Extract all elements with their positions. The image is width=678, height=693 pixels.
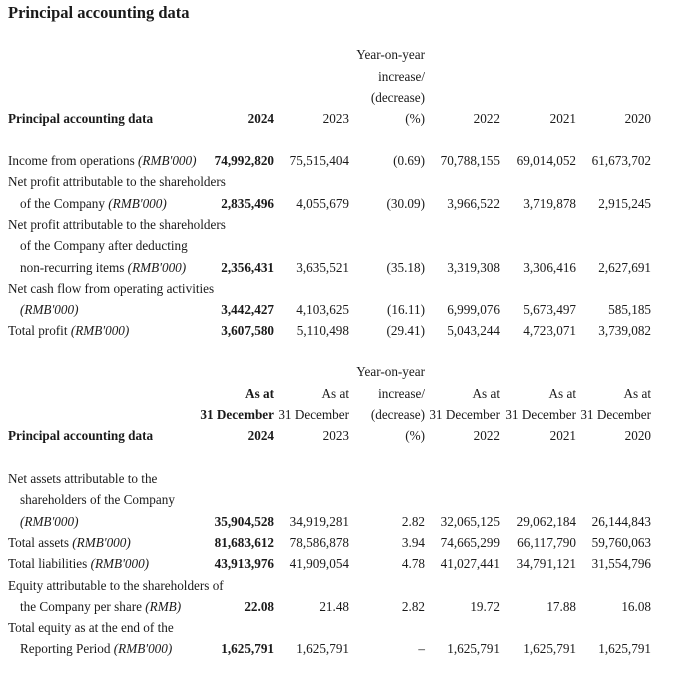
table1-row-2-label-line-0 [8,217,226,233]
table1-row-1-value-2022: 3,966,522 [447,195,500,211]
table2-row-1-value-2020: 59,760,063 [591,534,651,550]
table2-header-yoy-line3: (decrease) [370,407,425,422]
row-label-text: Income from operations [8,153,139,168]
row-label-unit: (RMB'000) [72,534,131,550]
row-label-text: Equity attributable to the shareholders of [8,577,224,593]
row-label-text: of the Company after deducting [20,238,188,254]
table1-row-3-value-2024: 3,442,427 [221,302,274,318]
table2-header-label: Principal accounting data [8,428,154,443]
table2-row-2-value-2021: 34,791,121 [516,556,576,572]
table2-row-0-value-2022: 32,065,125 [440,513,500,529]
table1-row-3-label-line-0 [8,281,214,297]
table1-row-4-value-2022: 5,043,244 [447,323,500,339]
table2-row-1-value-2024: 81,683,612 [214,534,274,550]
row-label-unit: (RMB'000) [20,302,79,318]
row-label-text: of the Company [20,195,109,211]
table1-row-1-label-line-0 [8,174,226,190]
table2-row-3-value-2023: 21.48 [319,598,349,614]
table1-row-0-value-2024: 74,992,820 [214,153,274,168]
table2-row-2-value-yoy: 4.78 [401,556,425,572]
table1-row-3-value-2022: 6,999,076 [447,302,500,318]
table2-row-4-value-2023: 1,625,791 [296,641,349,657]
row-label-text: shareholders of the Company [20,492,175,508]
table2-row-2-value-2022: 41,027,441 [440,556,500,572]
table2-row-0-label-line-0 [8,471,157,487]
table1-row-2-value-2023: 3,635,521 [296,259,349,275]
table1-header-yoy-line2: increase/ [378,69,425,84]
row-label-unit: (RMB'000) [108,195,167,211]
table1-row-1-label-line-1 [20,196,167,212]
table1-header-2021: 2021 [549,111,576,126]
page-title: Principal accounting data [8,3,190,22]
table2-header-asat-2023: As at [321,386,349,401]
row-label-text: Total liabilities [8,556,91,572]
table2-row-2-value-2023: 41,909,054 [289,556,349,572]
row-label-unit: (RMB'000) [20,513,79,529]
table2-header-asat-2021: As at [548,386,576,401]
table2-header-2020: 2020 [624,428,651,443]
table2-row-1-value-yoy: 3.94 [401,534,425,550]
table1-row-4-value-yoy: (29.41) [386,323,425,339]
table1-header-2022: 2022 [473,111,500,126]
table1-row-3-value-2023: 4,103,625 [296,302,349,318]
row-label-text: Net profit attributable to the shareholders [8,216,226,232]
table2-row-0-label-line-1 [20,492,175,508]
row-label-text: Total assets [8,534,73,550]
table2-row-3-value-2020: 16.08 [621,598,651,614]
table1-row-1-value-2024: 2,835,496 [221,195,274,211]
table1-row-1-value-2021: 3,719,878 [523,195,576,211]
table2-row-0-value-2021: 29,062,184 [516,513,576,529]
table2-row-3-value-2024: 22.08 [244,598,274,614]
table2-row-4-label-line-1 [20,641,172,657]
table2-header-asat-2022: As at [472,386,500,401]
table1-row-2-value-2024: 2,356,431 [221,259,274,275]
table2-header-dec-2022: 31 December [429,407,500,422]
table2-row-4-value-2022: 1,625,791 [447,641,500,657]
table2-row-1-value-2023: 78,586,878 [289,534,349,550]
table1-row-2-label-line-2 [20,260,186,276]
row-label-text: Net assets attributable to the [8,471,158,486]
table2-row-3-value-2022: 19.72 [470,598,500,614]
table2-row-2-value-2024: 43,913,976 [214,556,274,572]
table2-row-0-value-2024: 35,904,528 [214,513,274,529]
table2-row-3-label-line-0 [8,578,224,594]
table1-row-3-value-2021: 5,673,497 [523,302,576,318]
table2-header-dec-2021: 31 December [505,407,576,422]
table1-row-4-value-2021: 4,723,071 [523,323,576,339]
table2-row-0-value-2020: 26,144,843 [591,513,651,529]
table1-row-2-value-2020: 2,627,691 [598,259,651,275]
row-label-unit: (RMB'000) [90,556,150,572]
table1-row-0-value-2023: 75,515,404 [289,153,349,168]
row-label-unit: (RMB'000) [113,641,173,657]
table2-row-3-value-2021: 17.88 [546,598,576,614]
row-label-text: the Company per share [20,598,146,614]
table2-row-3-value-yoy: 2.82 [401,598,425,614]
table1-row-4-label-line-0 [8,323,129,339]
row-label-unit: (RMB) [145,598,182,614]
table1-row-1-value-yoy: (30.09) [386,195,425,211]
table1-row-4-value-2020: 3,739,082 [598,323,651,339]
table2-header-asat-2024: As at [245,386,274,401]
table1-header-2023: 2023 [322,111,349,126]
table2-header-asat-2020: As at [623,386,651,401]
table2-row-0-label-line-2 [20,514,78,530]
table1-row-3-label-line-1 [20,302,78,318]
table1-header-yoy-line1: Year-on-year [356,47,425,62]
table2-row-4-value-2024: 1,625,791 [221,641,274,657]
table1-header-yoy-line3: (decrease) [370,90,425,105]
table1-row-0-value-yoy: (0.69) [393,153,425,168]
row-label-unit: (RMB'000) [127,259,187,275]
table1-row-0-value-2022: 70,788,155 [440,153,500,168]
table1-row-1-value-2023: 4,055,679 [296,195,349,211]
table2-header-dec-2020: 31 December [580,407,651,422]
table2-header-2021: 2021 [549,428,576,443]
table2-row-4-label-line-0 [8,620,174,636]
table2-row-2-value-2020: 31,554,796 [591,556,651,572]
table1-header-2024: 2024 [247,111,274,126]
table1-row-2-value-2021: 3,306,416 [523,259,576,275]
table1-row-2-value-yoy: (35.18) [386,259,425,275]
table2-row-0-value-yoy: 2.82 [401,513,425,529]
table2-header-yoy-line2: increase/ [378,386,425,401]
table2-header-2023: 2023 [322,428,349,443]
table2-header-dec-2024: 31 December [200,407,274,422]
row-label-text: Total profit [8,323,71,339]
row-label-text: non-recurring items [20,259,128,275]
table1-row-2-value-2022: 3,319,308 [447,259,500,275]
table2-row-1-label-line-0 [8,535,131,551]
table1-row-4-value-2023: 5,110,498 [296,323,349,339]
table2-row-3-label-line-1 [20,599,181,615]
table1-header-yoy-line4: (%) [405,111,425,126]
table1-row-0-label-line-0 [8,153,197,169]
table1-row-1-value-2020: 2,915,245 [598,195,651,211]
table1-row-2-label-line-1 [20,238,188,254]
table1-header-label: Principal accounting data [8,111,154,126]
table2-header-dec-2023: 31 December [278,407,349,422]
row-label-text: Reporting Period [20,641,114,657]
row-label-text: Net cash flow from operating activities [8,280,215,296]
table2-row-0-value-2023: 34,919,281 [289,513,349,529]
row-label-unit: (RMB'000) [70,323,130,339]
table2-row-2-label-line-0 [8,556,149,572]
table1-row-3-value-yoy: (16.11) [387,302,425,318]
row-label-text: Total equity as at the end of the [8,620,174,636]
table2-header-2024: 2024 [247,428,274,443]
table2-row-1-value-2021: 66,117,790 [517,534,576,550]
table1-row-0-value-2021: 69,014,052 [516,153,576,168]
table1-row-0-value-2020: 61,673,702 [591,153,651,168]
table2-header-yoy-line1: Year-on-year [356,364,425,379]
table2-row-4-value-2021: 1,625,791 [523,641,576,657]
table2-header-2022: 2022 [473,428,500,443]
row-label-unit: (RMB'000) [138,153,197,168]
table1-header-2020: 2020 [624,111,651,126]
table2-row-1-value-2022: 74,665,299 [440,534,500,550]
table2-header-yoy-line4: (%) [405,428,425,443]
table1-row-3-value-2020: 585,185 [608,302,651,318]
table2-row-4-value-yoy: – [418,641,425,657]
table2-row-4-value-2020: 1,625,791 [598,641,651,657]
table1-row-4-value-2024: 3,607,580 [221,323,274,339]
row-label-text: Net profit attributable to the shareholders [8,174,226,190]
